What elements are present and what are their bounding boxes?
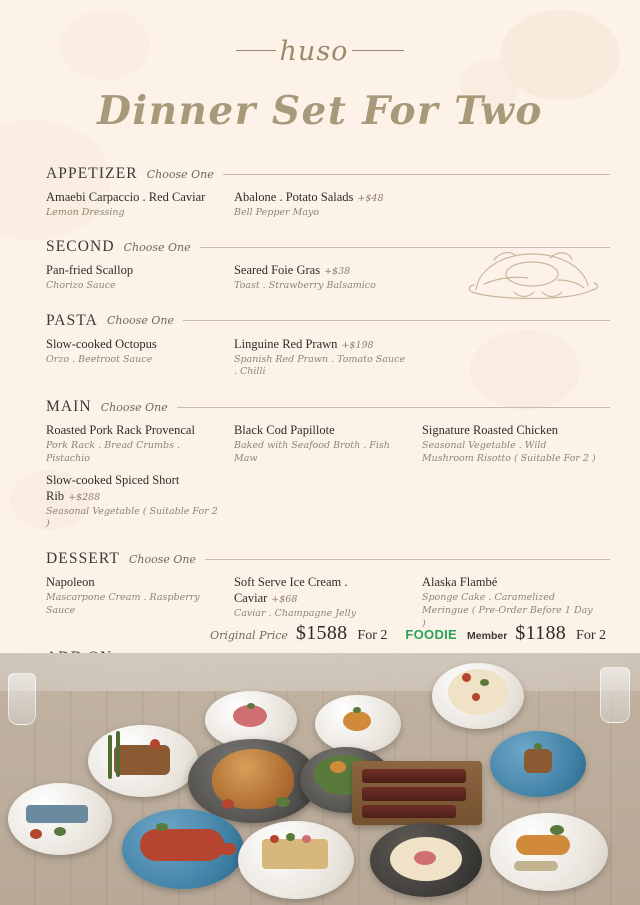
member-label: Member bbox=[467, 630, 508, 642]
item-name: Alaska Flambé bbox=[421, 575, 498, 590]
cutting-board-steak bbox=[352, 761, 482, 825]
plate-main-left bbox=[88, 725, 198, 797]
section-title: DESSERT bbox=[46, 550, 120, 568]
section-choose-label: Choose One bbox=[146, 167, 214, 181]
item-name: Pan-fried Scallop bbox=[46, 263, 134, 278]
section-header bbox=[46, 312, 610, 330]
menu-section-appetizer bbox=[46, 165, 610, 227]
item-description: Lemon Dressing bbox=[46, 206, 125, 218]
section-rule bbox=[200, 247, 610, 248]
section-header bbox=[46, 550, 610, 568]
item-description: Seasonal Vegetable ( Suitable For 2 ) bbox=[46, 505, 218, 530]
menu-item[interactable] bbox=[234, 263, 422, 300]
menu-section-second bbox=[46, 238, 610, 300]
section-rule bbox=[183, 320, 610, 321]
section-title: PASTA bbox=[46, 311, 98, 329]
plate-salad bbox=[432, 663, 524, 729]
item-name: Roasted Pork Rack Provencal bbox=[46, 423, 195, 438]
section-choose-label: Choose One bbox=[106, 314, 174, 328]
glass bbox=[8, 673, 36, 725]
item-description: Bell Pepper Mayo bbox=[233, 206, 320, 218]
item-name: Linguine Red Prawn bbox=[233, 336, 338, 351]
section-rule bbox=[205, 559, 610, 560]
section-title: APPETIZER bbox=[46, 165, 138, 182]
page-title: Dinner Set For Two bbox=[97, 88, 543, 134]
item-supplement: +$48 bbox=[357, 193, 384, 204]
section-choose-label: Choose One bbox=[123, 240, 191, 254]
menu-section-main bbox=[46, 398, 610, 539]
item-description: Orzo . Beetroot Sauce bbox=[46, 353, 153, 365]
item-description: Chorizo Sauce bbox=[46, 280, 116, 292]
item-name: Napoleon bbox=[46, 575, 95, 590]
item-description: Caviar . Champagne Jelly bbox=[233, 607, 357, 619]
item-supplement: +$68 bbox=[271, 593, 298, 605]
menu-item[interactable] bbox=[234, 190, 422, 227]
item-name: Slow-cooked Spiced Short Rib bbox=[46, 473, 180, 503]
member-price-value: $1188 bbox=[515, 622, 567, 644]
section-header bbox=[46, 165, 610, 183]
menu-item[interactable] bbox=[46, 263, 234, 300]
item-name: Abalone . Potato Salads bbox=[233, 190, 354, 204]
brand-swash-right bbox=[352, 50, 404, 51]
plate-scallop bbox=[315, 695, 401, 753]
plate-fish bbox=[8, 783, 112, 855]
item-description: Seasonal Vegetable . Wild Mushroom Risotto ( Suitable For 2 ) bbox=[421, 439, 596, 464]
food-spread-photo bbox=[0, 653, 640, 905]
foodie-brand-label: FOODIE bbox=[405, 627, 458, 642]
pricing-row bbox=[210, 622, 606, 645]
plate-prawn bbox=[490, 813, 608, 891]
menu-item[interactable] bbox=[234, 423, 422, 539]
section-items bbox=[46, 263, 610, 300]
section-rule bbox=[177, 407, 610, 408]
roast-chicken-pan bbox=[188, 739, 318, 823]
original-price-label: Original Price bbox=[210, 629, 288, 642]
brand-logo bbox=[0, 36, 640, 67]
original-price-value: $1588 bbox=[295, 622, 348, 644]
item-description: Baked with Seafood Broth . Fish Maw bbox=[233, 439, 390, 464]
item-name: Slow-cooked Octopus bbox=[46, 336, 157, 351]
item-description: Mascarpone Cream . Raspberry Sauce bbox=[46, 591, 200, 616]
item-supplement: +$198 bbox=[341, 339, 374, 351]
member-price-for: For 2 bbox=[576, 628, 606, 643]
section-header bbox=[46, 238, 610, 256]
plate-soup bbox=[370, 823, 482, 897]
section-items bbox=[46, 190, 610, 227]
menu-item[interactable] bbox=[234, 337, 422, 387]
glass bbox=[600, 667, 630, 723]
section-items bbox=[46, 423, 610, 539]
menu-item[interactable] bbox=[46, 423, 222, 465]
section-header bbox=[46, 398, 610, 416]
plate-lobster bbox=[122, 809, 244, 889]
menu-column-empty bbox=[422, 263, 610, 300]
section-choose-label: Choose One bbox=[128, 552, 196, 566]
section-title: MAIN bbox=[46, 398, 92, 416]
brand-name: huso bbox=[279, 36, 349, 67]
item-description: Sponge Cake . Caramelized Meringue ( Pre-Order Before 1 Day ) bbox=[421, 591, 593, 629]
item-description: Spanish Red Prawn . Tomato Sauce . Chilli bbox=[233, 353, 405, 378]
original-price-for: For 2 bbox=[357, 628, 388, 643]
menu-item[interactable] bbox=[422, 423, 610, 539]
menu-column bbox=[46, 423, 234, 539]
plate-napoleon bbox=[238, 821, 354, 899]
plate-dessert-blue bbox=[490, 731, 586, 797]
item-supplement: +$38 bbox=[324, 266, 351, 278]
menu-item[interactable] bbox=[46, 190, 234, 227]
section-choose-label: Choose One bbox=[100, 400, 168, 414]
menu-item[interactable] bbox=[46, 575, 234, 638]
item-description: Toast . Strawberry Balsamico bbox=[233, 280, 376, 292]
section-rule bbox=[223, 174, 610, 175]
menu-sections bbox=[46, 165, 610, 736]
item-name: Amaebi Carpaccio . Red Caviar bbox=[46, 190, 206, 204]
menu-section-pasta bbox=[46, 312, 610, 387]
item-name: Seared Foie Gras bbox=[233, 263, 321, 278]
item-name: Signature Roasted Chicken bbox=[421, 423, 559, 438]
section-title: SECOND bbox=[46, 238, 115, 256]
menu-item[interactable] bbox=[46, 473, 222, 531]
menu-column-empty bbox=[422, 337, 610, 387]
brand-swash-left bbox=[236, 50, 276, 51]
section-items bbox=[46, 337, 610, 387]
item-description: Pork Rack . Bread Crumbs . Pistachio bbox=[46, 439, 181, 464]
item-name: Soft Serve Ice Cream . Caviar bbox=[233, 575, 348, 605]
menu-item[interactable] bbox=[46, 337, 234, 387]
menu-column-empty bbox=[422, 190, 610, 227]
item-supplement: +$288 bbox=[68, 492, 101, 503]
item-name: Black Cod Papillote bbox=[233, 423, 335, 438]
